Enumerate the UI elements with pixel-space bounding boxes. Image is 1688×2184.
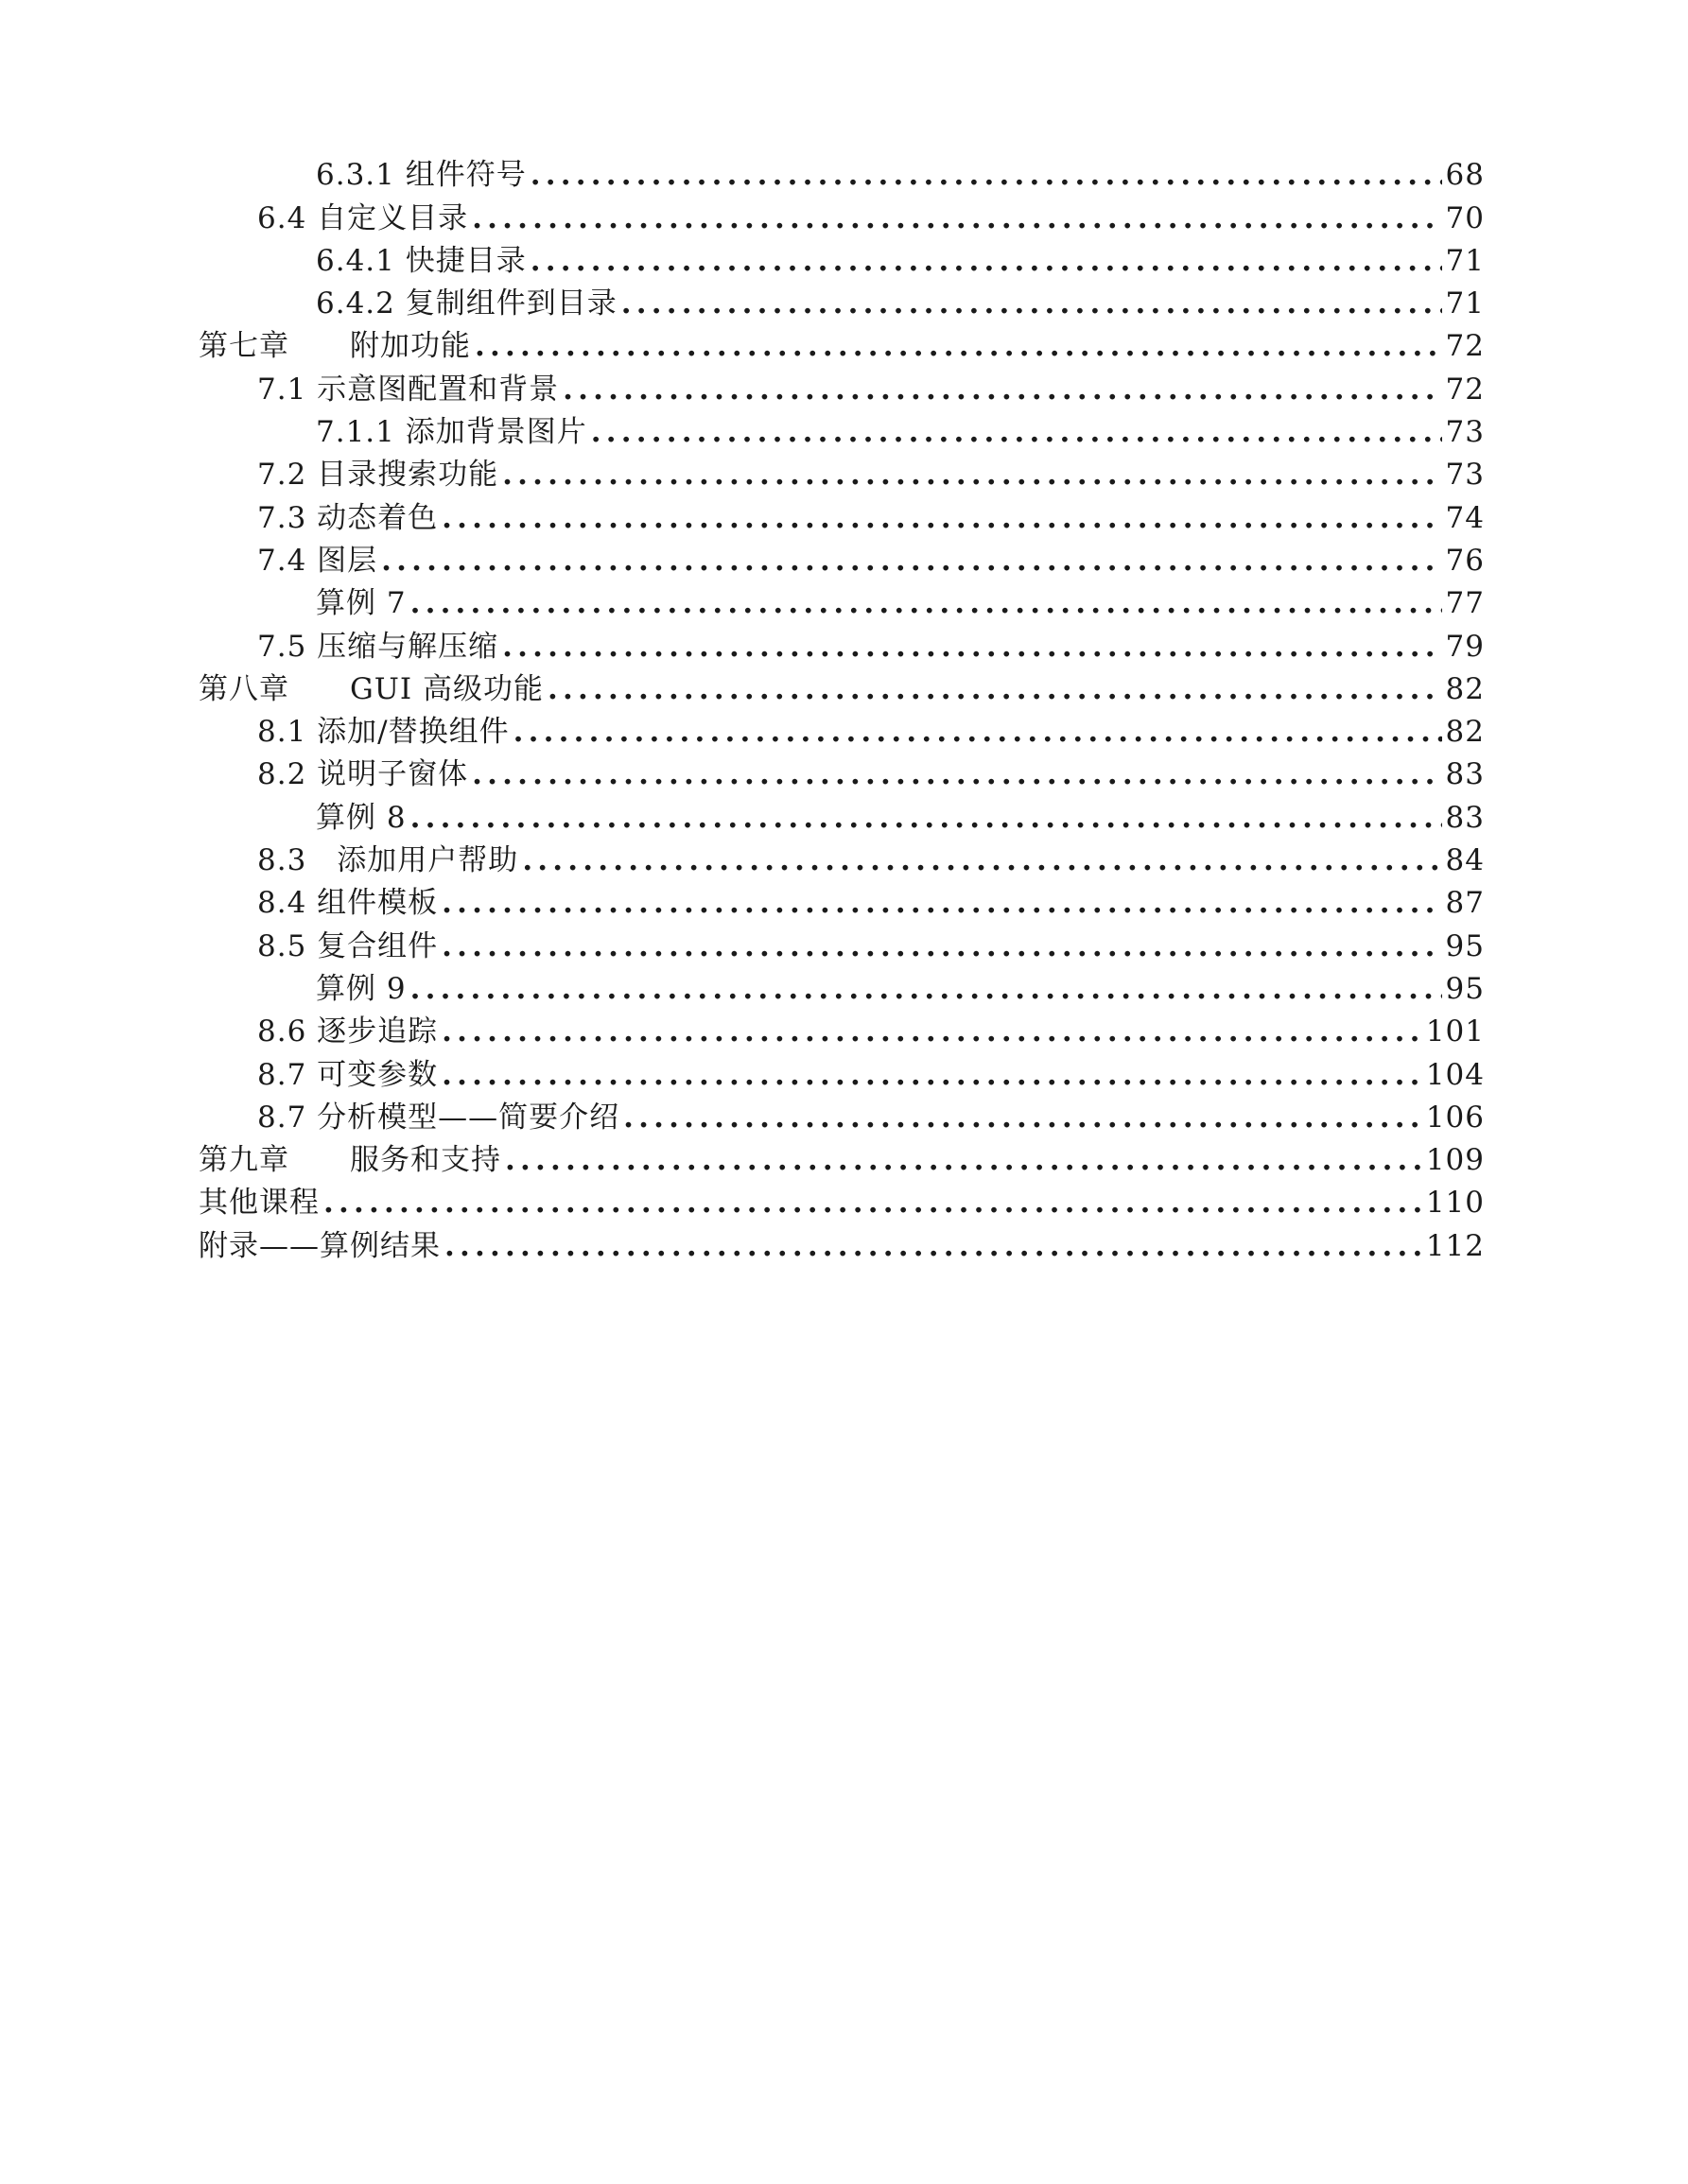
toc-entry[interactable] <box>199 411 1485 454</box>
toc-entry-title: 8.7 分析模型——简要介绍 <box>257 1100 620 1135</box>
toc-entry-page-number: 101 <box>1425 1014 1485 1049</box>
toc-entry[interactable] <box>199 625 1485 667</box>
dot-leader <box>444 1225 1422 1268</box>
toc-entry-page-number: 72 <box>1445 329 1485 364</box>
toc-entry-title: 8.6 逐步追踪 <box>257 1014 439 1049</box>
toc-entry[interactable] <box>199 796 1485 839</box>
toc-entry-page-number: 73 <box>1445 415 1485 450</box>
toc-entry-title: 7.2 目录搜索功能 <box>257 458 499 493</box>
toc-entry[interactable] <box>199 754 1485 796</box>
toc-entry-title: 第八章 GUI 高级功能 <box>199 671 544 706</box>
toc-entry-title: 8.7 可变参数 <box>257 1057 439 1092</box>
dot-leader <box>410 968 1442 1011</box>
toc-entry-title: 8.3 添加用户帮助 <box>257 843 519 878</box>
toc-entry-title: 7.3 动态着色 <box>257 500 439 535</box>
dot-leader <box>323 1182 1422 1224</box>
dot-leader <box>472 198 1441 240</box>
toc-entry[interactable] <box>199 840 1485 882</box>
toc-entry-page-number: 73 <box>1445 458 1485 493</box>
toc-entry-page-number: 74 <box>1445 500 1485 535</box>
toc-entry-title: 8.5 复合组件 <box>257 928 439 963</box>
toc-entry-title: 7.5 压缩与解压缩 <box>257 629 499 664</box>
dot-leader <box>410 582 1442 625</box>
toc-entry[interactable] <box>199 1139 1485 1182</box>
toc-entry-title: 6.3.1 组件符号 <box>316 158 527 193</box>
toc-entry[interactable] <box>199 1097 1485 1139</box>
toc-entry[interactable] <box>199 925 1485 967</box>
dot-leader <box>531 154 1442 197</box>
toc-entry-title: 算例 7 <box>316 586 407 621</box>
toc-entry-title: 6.4.1 快捷目录 <box>316 243 527 278</box>
dot-leader <box>442 882 1441 925</box>
toc-entry-page-number: 84 <box>1445 843 1485 878</box>
toc-entry[interactable] <box>199 496 1485 539</box>
toc-entry-page-number: 70 <box>1445 200 1485 235</box>
toc-entry[interactable] <box>199 540 1485 582</box>
dot-leader <box>442 1011 1422 1053</box>
dot-leader <box>442 1054 1422 1097</box>
toc-entry[interactable] <box>199 1182 1485 1224</box>
toc-entry-page-number: 82 <box>1445 671 1485 706</box>
dot-leader <box>548 668 1442 711</box>
toc-entry-page-number: 106 <box>1425 1100 1485 1135</box>
toc-entry-page-number: 87 <box>1445 886 1485 921</box>
toc-entry[interactable] <box>199 1053 1485 1096</box>
toc-entry-title: 算例 8 <box>316 800 407 835</box>
toc-entry[interactable] <box>199 154 1485 197</box>
dot-leader <box>410 797 1442 840</box>
toc-entry[interactable] <box>199 454 1485 496</box>
dot-leader <box>621 283 1442 325</box>
toc-entry-title: 第七章 附加功能 <box>199 329 471 364</box>
toc-entry-page-number: 68 <box>1445 158 1485 193</box>
toc-entry-title: 6.4.2 复制组件到目录 <box>316 286 618 321</box>
toc-entry[interactable] <box>199 197 1485 239</box>
toc-entry-title: 8.1 添加/替换组件 <box>257 715 510 750</box>
toc-entry-title: 8.4 组件模板 <box>257 886 439 921</box>
toc-entry[interactable] <box>199 1011 1485 1053</box>
dot-leader <box>522 840 1441 882</box>
toc-entry-page-number: 109 <box>1425 1143 1485 1178</box>
toc-entry[interactable] <box>199 240 1485 283</box>
toc-entry-title: 7.4 图层 <box>257 543 378 578</box>
dot-leader <box>505 1139 1422 1182</box>
toc-entry-page-number: 95 <box>1445 971 1485 1006</box>
toc-entry[interactable] <box>199 882 1485 925</box>
toc-entry-title: 7.1 示意图配置和背景 <box>257 372 560 407</box>
toc-entry-page-number: 83 <box>1445 800 1485 835</box>
dot-leader <box>502 626 1441 668</box>
toc-entry-page-number: 79 <box>1445 629 1485 664</box>
toc-entry-title: 6.4 自定义目录 <box>257 200 469 235</box>
toc-entry-title: 第九章 服务和支持 <box>199 1143 501 1178</box>
toc-entry[interactable] <box>199 325 1485 368</box>
toc-entry[interactable] <box>199 668 1485 711</box>
toc-entry[interactable] <box>199 283 1485 325</box>
dot-leader <box>442 497 1441 540</box>
toc-entry-title: 8.2 说明子窗体 <box>257 757 469 792</box>
toc-entry-page-number: 71 <box>1445 286 1485 321</box>
toc-entry-page-number: 95 <box>1445 928 1485 963</box>
toc-entry-title: 附录——算例结果 <box>199 1228 441 1263</box>
toc-entry[interactable] <box>199 711 1485 754</box>
toc-entry[interactable] <box>199 368 1485 410</box>
toc-entry-page-number: 77 <box>1445 586 1485 621</box>
toc-entry[interactable] <box>199 582 1485 625</box>
toc-entry[interactable] <box>199 968 1485 1011</box>
dot-leader <box>513 711 1442 754</box>
dot-leader <box>563 369 1441 411</box>
toc-entry-title: 7.1.1 添加背景图片 <box>316 415 587 450</box>
toc-entry-page-number: 76 <box>1445 543 1485 578</box>
toc-entry-page-number: 112 <box>1425 1228 1485 1263</box>
toc-entry-page-number: 71 <box>1445 243 1485 278</box>
toc-entry-page-number: 83 <box>1445 757 1485 792</box>
toc-entry-title: 其他课程 <box>199 1186 320 1221</box>
table-of-contents <box>199 154 1485 1268</box>
dot-leader <box>381 540 1441 582</box>
dot-leader <box>591 411 1442 454</box>
toc-entry-title: 算例 9 <box>316 971 407 1006</box>
toc-entry-page-number: 82 <box>1445 715 1485 750</box>
dot-leader <box>623 1097 1422 1139</box>
toc-entry-page-number: 104 <box>1425 1057 1485 1092</box>
dot-leader <box>472 754 1441 796</box>
toc-entry[interactable] <box>199 1224 1485 1267</box>
dot-leader <box>502 454 1441 496</box>
dot-leader <box>475 325 1442 368</box>
dot-leader <box>442 926 1441 968</box>
toc-entry-page-number: 110 <box>1425 1186 1485 1221</box>
toc-entry-page-number: 72 <box>1445 372 1485 407</box>
dot-leader <box>531 240 1442 283</box>
